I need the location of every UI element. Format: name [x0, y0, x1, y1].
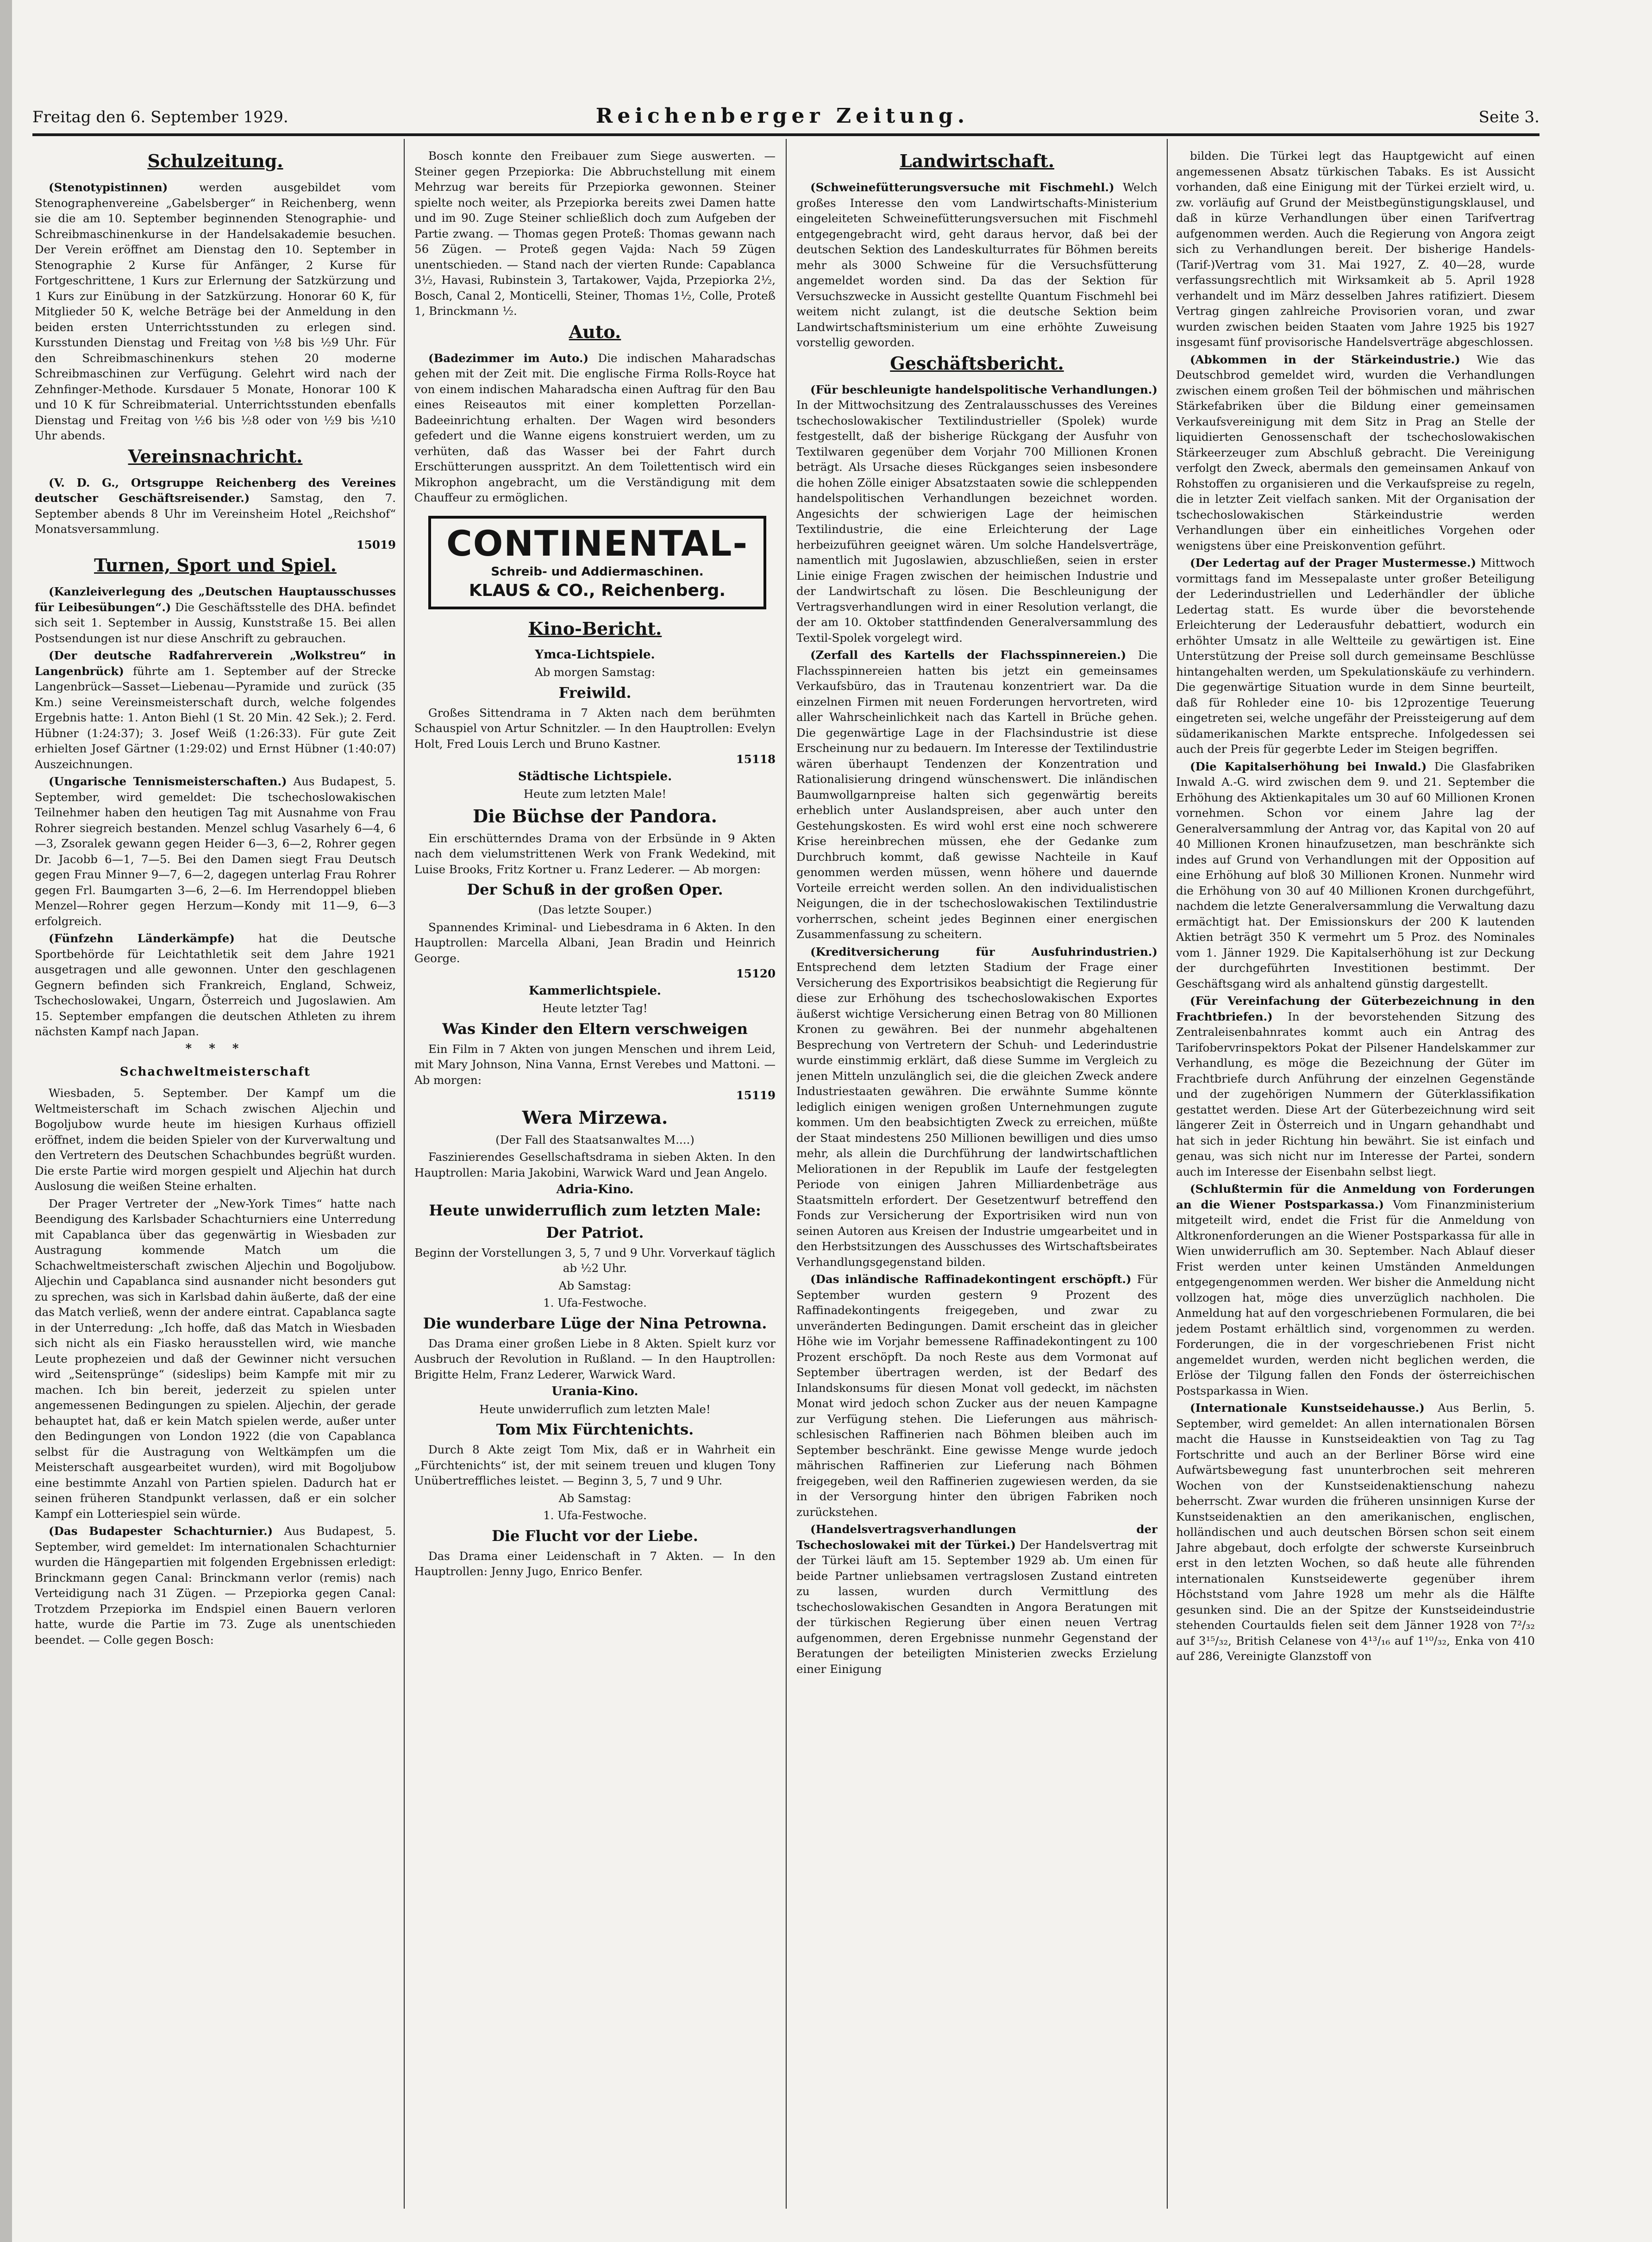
- article-lead: (Stenotypistinnen): [49, 181, 168, 194]
- article-body: werden ausgebildet vom Stenographenvereine „Gabelsberger“ in Reichenberg, wenn sie die am 10. September beginnenden Stenographie- und Schreibmaschinenkurse in der Handelsakademie besuchen. Der Verein eröffnet am Dienstag den 10. September in Stenographie 2 Kurse für Anfänger, 2 Kurse für Fortgeschrittene, 1 Kurs zur Erlernung der Satzkürzung und 1 Kurs zur Einübung in der Satzkürzung. Honorar 60 K, für Mitglieder 50 K, welche Beträge bei der Anmeldung in den beiden ersten Unterrichtsstunden zu erlegen sind. Kursstunden Dienstag und Freitag von ½8 bis ½9 Uhr. Für den Schreibmaschinenkurs stehen 20 moderne Schreibmaschinen zur Verfügung. Gelehrt wird nach der Zehnfinger-Methode. Kursdauer 5 Monate, Honorar 100 K und 10 K für Schreibmaterial. Unterrichtsstunden ebenfalls Dienstag und Freitag von ½6 bis ½8 oder von ½9 bis ½10 Uhr abends.: [35, 181, 396, 442]
- article-body: In der bevorstehenden Sitzung des Zentraleisenbahnrates kommt auch ein Antrag des Tarifobervrinspektors Pokat der Pilsener Handelskammer zur Verhandlung, es möge die Bezeichnung der Güter im Frachtbriefe durch Anführung der einzelnen Gegenstände und der zugehörigen Nummern der Güterklassifikation gestattet werden. Diese Art der Güterbezeichnung wird seit längerer Zeit in Österreich und in Ungarn gehandhabt und hat sich in jeder Richtung hin bewährt. Sie ist einfach und genau, was sich nicht nur im Interesse der Partei, sondern auch im Interesse der Eisenbahn selbst liegt.: [1176, 1009, 1535, 1178]
- section-heading-geschaeftsbericht: Geschäftsbericht.: [890, 352, 1064, 374]
- film-description: Faszinierendes Gesellschaftsdrama in sieben Akten. In den Hauptrollen: Maria Jakobini, Warwick Ward und Jean Angelo.: [414, 1150, 776, 1179]
- film-subtitle: (Der Fall des Staatsanwaltes M....): [495, 1133, 695, 1146]
- cinema-name: Städtische Lichtspiele.: [518, 769, 672, 783]
- article-badezimmer: [414, 351, 776, 506]
- article-ledertag: [1176, 555, 1535, 757]
- article-verein: [35, 475, 396, 553]
- article-lead: (Das Budapester Schachturnier.): [49, 1524, 273, 1538]
- film-title: Wera Mirzewa.: [522, 1107, 668, 1128]
- cinema-date: Heute unwiderruflich zum letzten Male!: [479, 1402, 711, 1416]
- article-handelspolitik: [796, 382, 1158, 646]
- article-lead: (Für Vereinfachung der Güterbezeichnung in den Frachtbriefen.): [1176, 994, 1535, 1023]
- film-title: Der Patriot.: [546, 1223, 644, 1241]
- article-stenotypistinnen: [35, 180, 396, 444]
- article-postsparkassa: [1176, 1181, 1535, 1398]
- column-rule-3: [1167, 139, 1168, 2209]
- festival-week: 1. Ufa-Festwoche.: [543, 1509, 647, 1522]
- article-schach-continued: Bosch konnte den Freibauer zum Siege auswerten. — Steiner gegen Przepiorka: Die Abbruchstellung mit einem Mehrzug war bereits für Przepiorka gewonnen. Steiner spielte noch weiter, als Przepiorka bereits zwei Damen hatte und im 90. Zuge Steiner schließlich doch zum Aufgeben der Partie zwang. — Thomas gegen Proteß: Thomas gewann nach 56 Zügen. — Proteß gegen Vajda: Nach 59 Zügen unentschieden. — Stand nach der vierten Runde: Capablanca 3½, Havasi, Rubinstein 3, Tartakower, Vajda, Przepiorka 2½, Bosch, Canal 2, Monticelli, Steiner, Thomas 1½, Colle, Proteß 1, Brinckmann ½.: [414, 149, 776, 318]
- film-description: Das Drama einer Leidenschaft in 7 Akten. — In den Hauptrollen: Jenny Jugo, Enrico Benfer.: [414, 1549, 776, 1578]
- film-title: Der Schuß in der großen Oper.: [467, 881, 723, 898]
- film-title: Freiwild.: [558, 683, 632, 701]
- article-kanzleiverlegung: [35, 584, 396, 646]
- article-lead: (Das inländische Raffinadekontingent erschöpft.): [810, 1272, 1132, 1286]
- ad-reference-number: 15118: [736, 752, 776, 766]
- film-title: Was Kinder den Eltern verschweigen: [442, 1020, 748, 1038]
- article-lead: (Ungarische Tennismeisterschaften.): [49, 775, 287, 788]
- section-heading-auto: Auto.: [569, 321, 621, 342]
- article-lead: (Abkommen in der Stärkeindustrie.): [1190, 352, 1460, 366]
- column-1: [35, 148, 396, 2204]
- article-lead: (Die Kapitalserhöhung bei Inwald.): [1190, 759, 1427, 773]
- film-description-text: Ein Film in 7 Akten von jungen Menschen und ihrem Leid, mit Mary Johnson, Nina Vanna, Ernst Verebes und Mattoni. — Ab morgen:: [414, 1042, 776, 1087]
- ad-brand: CONTINENTAL-: [446, 522, 748, 564]
- cinema-date: Ab Samstag:: [558, 1491, 632, 1505]
- article-laenderkaempfe: [35, 931, 396, 1040]
- page-edge-shadow: [0, 0, 12, 2242]
- cinema-name: Adria-Kino.: [556, 1183, 634, 1196]
- cinema-name: Ymca-Lichtspiele.: [535, 647, 655, 662]
- film-description: Das Drama einer großen Liebe in 8 Akten. Spielt kurz vor Ausbruch der Revolution in Rußland. — In den Hauptrollen: Brigitte Helm, Franz Lederer, Warwick Ward.: [414, 1336, 776, 1381]
- page-header: [32, 100, 1539, 132]
- article-body: Wie das Deutschbrod gemeldet wird, wurden die Verhandlungen zwischen einem großen Teil der böhmischen und mährischen Stärkefabriken über die Bildung einer gemeinsamen Verkaufsvereinigung mit dem Sitz in Prag an Stelle der liquidierten Genossenschaft der tschechoslowakischen Stärkeerzeuger zum Abschluß gebracht. Die Vereinigung verfolgt den Zweck, abermals den gemeinsamen Ankauf von Rohstoffen zu organisieren und die Verkaufspreise zu regeln, die in letzter Zeit vielfach sanken. Mit der Organisation der tschechoslowakischen Stärkeindustrie werden Verhandlungen über ein einheitliches Vorgehen oder wenigstens über eine Preiskonvention geführt.: [1176, 352, 1535, 552]
- film-title: Die wunderbare Lüge der Nina Petrowna.: [423, 1314, 767, 1332]
- article-body: Entsprechend dem letzten Stadium der Frage einer Versicherung des Exportrisikos beabsichtigt die Regierung für diese zur Erhöhung des tschechoslowakischen Exportes äußerst wichtige Versicherung einen Betrag von 80 Millionen Kronen zu gewähren. Bei der nunmehr abgehaltenen Besprechung von Vertretern der Schuh- und Lederindustrie wurde einstimmig erklärt, daß diese Summe im Vergleich zu jenen Mitteln unzulänglich sei, die die gleichen Zweck andere Industriestaaten gewähren. Die erwähnte Summe könnte lediglich einigen wenigen großen Unternehmungen zugute kommen. Um den beabsichtigten Zweck zu erreichen, müßte der Staat mindestens 250 Millionen bewilligen und dies umso mehr, als allein die Durchführung der landwirtschaftlichen Meliorationen in der Republik im Laufe der festgelegten Periode von einigen Jahren Milliardenbeträge aus Staatsmitteln erfordert. Der Gesetzentwurf betreffend den Fonds zur Versicherung der Exportrisiken wird nun von seinen Autoren aus Kreisen der Industrie umgearbeitet und in den Herbstsitzungen des Ausschusses des Wirtschaftsbeirates Verhandlungsgegenstand bilden.: [796, 960, 1158, 1269]
- article-body: Die Glasfabriken Inwald A.-G. wird zwischen dem 9. und 21. September die Erhöhung des Aktienkapitales um 30 auf 60 Millionen Kronen vornehmen. Schon vor einem Jahre lag der Generalversammlung der Antrag vor, das Kapital von 20 auf 40 Millionen Kronen hinaufzusetzen, man beschränkte sich indes auf Grund von Verhandlungen mit der Opposition auf eine Erhöhung auf bloß 30 Millionen Kronen. Nunmehr wird die Erhöhung von 30 auf 40 Millionen Kronen durchgeführt, nachdem die letzte Generalversammlung die Verwaltung dazu ermächtigt hat. Der Emissionskurs der 200 K lautenden Aktien beträgt 350 K vermehrt um 5 Proz. des Nominales vom 1. Jänner 1929. Die Kapitalserhöhung ist zur Deckung der durchgeführten Investitionen bestimmt. Der Geschäftsgang wird als anhaltend günstig dargestellt.: [1176, 759, 1535, 990]
- article-lead: (Zerfall des Kartells der Flachsspinnereien.): [810, 648, 1126, 662]
- ad-reference-number: 15019: [356, 538, 396, 551]
- article-kreditversicherung: [796, 944, 1158, 1270]
- film-description: [414, 920, 776, 982]
- article-body: Aus Budapest, 5. September, wird gemeldet: Die tschechoslowakischen Teilnehmer haben den heutigen Tag mit Ausnahme von Frau Rohrer siegreich bestanden. Menzel schlug Vasarhely 6—4, 6—3, Zsoralek gewann gegen Heider 6—3, 6—2, Rohrer gegen Dr. Jacobb 6—1, 7—5. Bei den Damen siegt Frau Deutsch gegen Frau Minner 9—7, 6—2, dagegen unterlag Frau Rohrer gegen Frl. Baumgarten 3—6, 2—6. Im Herrendoppel blieben Menzel—Rohrer gegen Herzum—Kondy mit 11—9, 6—3 erfolgreich.: [35, 775, 396, 928]
- ad-reference-number: 15120: [736, 967, 776, 980]
- film-description: Beginn der Vorstellungen 3, 5, 7 und 9 Uhr. Vorverkauf täglich ab ½2 Uhr.: [414, 1246, 776, 1275]
- cinema-date: Heute letzter Tag!: [542, 1002, 648, 1015]
- section-heading-verein: Vereinsnachricht.: [128, 445, 303, 467]
- section-heading-schule: Schulzeitung.: [147, 150, 283, 171]
- article-inwald: [1176, 759, 1535, 992]
- cinema-name: Urania-Kino.: [551, 1384, 638, 1398]
- festival-week: 1. Ufa-Festwoche.: [543, 1296, 647, 1309]
- article-tuerkei-continued: bilden. Die Türkei legt das Hauptgewicht auf einen angemessenen Absatz türkischen Tabaks. Es ist Aussicht vorhanden, daß eine Einigung mit der Türkei erzielt wird, u. zw. vorläufig auf Grund der Meistbegünstigungsklausel, und daß in kürze Verhandlungen über einen Tarifvertrag aufgenommen werden. Auch die Regierung von Angora zeigt sich zu Verhandlungen bereit. Der bisherige Handels-(Tarif-)Vertrag vom 31. Mai 1927, Z. 40—28, wurde verfassungsrechtlich mit Wirksamkeit ab 5. April 1928 verhandelt und im März desselben Jahres ratifiziert. Diesem Vertrag gingen zahlreiche Provisorien voran, und zwar wurden zwischen beiden Staaten vom Jahre 1925 bis 1927 insgesamt fünf provisorische Handelsverträge abgeschlossen.: [1176, 149, 1535, 349]
- header-date: Freitag den 6. September 1929.: [32, 108, 288, 126]
- article-lead: (Badezimmer im Auto.): [428, 351, 589, 365]
- article-body: führte am 1. September auf der Strecke Langenbrück—Sasset—Liebenau—Pyramide und zurück (35 Km.) seine Vereinsmeisterschaft durch, welche folgendes Ergebnis hatte: 1. Anton Biehl (1 St. 20 Min. 42 Sek.); 2. Ferd. Hübner (1:24:37); 3. Josef Weiß (1:26:33). Für gute Zeit erhielten Josef Gärtner (1:29:02) und Ernst Hübner (1:40:07) Auszeichnungen.: [35, 664, 396, 771]
- cinema-date: Ab Samstag:: [558, 1278, 632, 1292]
- section-separator: * * *: [185, 1041, 245, 1056]
- article-body: Die Geschäftsstelle des DHA. befindet sich seit 1. September in Aussig, Kunststraße 15. Bei allen Postsendungen ist nur diese Anschrift zu gebrauchen.: [35, 600, 396, 645]
- article-lead: (Für beschleunigte handelspolitische Verhandlungen.): [810, 382, 1158, 396]
- article-lead: (Kanzleiverlegung des „Deutschen Hauptausschusses für Leibesübungen“.): [35, 585, 396, 614]
- article-flachsspinnereien: [796, 647, 1158, 942]
- article-tuerkei: [796, 1522, 1158, 1677]
- article-schach-1: Wiesbaden, 5. September. Der Kampf um die Weltmeisterschaft im Schach zwischen Aljechin und Bogoljubow wurde heute im hiesigen Kurhaus offiziell eröffnet, indem die beiden Spieler von der Kurverwaltung und den Vertretern des Deutschen Schachbundes begrüßt wurden. Die erste Partie wird morgen gespielt und Aljechin hat durch Auslosung die weißen Steine erhalten.: [35, 1086, 396, 1193]
- film-description: [414, 1041, 776, 1103]
- ad-subtitle: Schreib- und Addiermaschinen.: [491, 564, 704, 579]
- film-description: Ein erschütterndes Drama von der Erbsünde in 9 Akten nach dem vielumstrittenen Werk von Frank Wedekind, mit Luise Brooks, Fritz Kortner u. Franz Lederer. — Ab morgen:: [414, 831, 776, 876]
- article-staerkeindustrie: [1176, 352, 1535, 554]
- article-lead: (Handelsvertragsverhandlungen der Tschechoslowakei mit der Türkei.): [796, 1522, 1158, 1552]
- article-body: Aus Budapest, 5. September, wird gemeldet: Im internationalen Schachturnier wurden die Hängepartien mit folgenden Ergebnissen erledigt: Brinckmann gegen Canal: Brinckmann verlor (remis) nach Verteidigung nach 31 Zügen. — Przepiorka gegen Canal: Trotzdem Przepiorka im Endspiel einen Bauern verloren hatte, wurde die Partie im 73. Zuge als unentschieden beendet. — Colle gegen Bosch:: [35, 1524, 396, 1647]
- film-title: Die Büchse der Pandora.: [473, 805, 717, 827]
- article-body: hat die Deutsche Sportbehörde für Leichtathletik seit dem Jahre 1921 ausgetragen und alle gewonnen. Unter den geschlagenen Gegnern befinden sich Frankreich, England, Schweiz, Tschechoslowakei, Ungarn, Österreich und Jugoslawien. Am 15. September empfangen die deutschen Athleten zu ihrem nächsten Kampf nach Japan.: [35, 932, 396, 1038]
- article-body: Vom Finanzministerium mitgeteilt wird, endet die Frist für die Anmeldung von Altkronenforderungen an die Wiener Postsparkassa für alle in Wien unwiderruflich am 30. September. Nach Ablauf dieser Frist werden unter keinen Umständen Anmeldungen entgegengenommen werden. Wer bisher die Anmeldung nicht vollzogen hat, möge dies unverzüglich nachholen. Die Anmeldung hat auf den vorgeschriebenen Formularen, die bei jedem Postamt erhältlich sind, vorgenommen zu werden. Forderungen, die in der vorgeschriebenen Frist nicht angemeldet wurden, werden nicht beglichen werden, die Erlöse der Tilgung fallen den Fonds der österreichischen Postsparkassa in Wien.: [1176, 1197, 1535, 1397]
- header-page-number: Seite 3.: [1478, 108, 1539, 126]
- article-lead: (V. D. G., Ortsgruppe Reichenberg des Vereines deutscher Geschäftsreisender.): [35, 476, 396, 505]
- advertisement-continental: [428, 516, 766, 609]
- section-heading-kino: Kino-Bericht.: [528, 618, 662, 639]
- column-2: [414, 148, 776, 2204]
- article-lead: (Der deutsche Radfahrerverein „Wolkstreu“ in Langenbrück): [35, 649, 396, 678]
- section-heading-turnen: Turnen, Sport und Spiel.: [94, 555, 337, 576]
- cinema-date: Ab morgen Samstag:: [534, 665, 656, 679]
- column-rule-2: [786, 139, 787, 2209]
- ad-reference-number: 15119: [736, 1089, 776, 1102]
- article-body: Die indischen Maharadschas gehen mit der Zeit mit. Die englische Firma Rolls-Royce hat von einem indischen Maharadscha einen Auftrag für den Bau eines Reiseautos mit einer kompletten Porzellan-Badeeinrichtung erhalten. Der Wagen wird besonders gefedert und die Wanne eigens konstruiert werden, um zu verhüten, daß das Wasser bei der Fahrt durch Erschütterungen ausspritzt. An dem Toilettentisch wird ein Mikrophon angebracht, um die Verständigung mit dem Chauffeur zu ermöglichen.: [414, 351, 776, 504]
- article-body: Der Handelsvertrag mit der Türkei läuft am 15. September 1929 ab. Um einen für beide Partner unliebsamen vertragslosen Zustand eintreten zu lassen, wurden durch Vermittlung des tschechoslowakischen Gesandten in Angora Beratungen mit der türkischen Regierung über einen neuen Vertrag aufgenommen, deren Ergebnisse nunmehr Gegenstand der Beratungen der beteiligten Ministerien zwecks Erzielung einer Einigung: [796, 1538, 1158, 1676]
- cinema-date: Heute zum letzten Male!: [523, 787, 667, 801]
- article-schach-2: Der Prager Vertreter der „New-York Times“ hatte nach Beendigung des Karlsbader Schachturniers eine Unterredung mit Capablanca über das gegenwärtig in Wiesbaden zur Austragung kommende Match um die Schachweltmeisterschaft zwischen Aljechin und Bogoljubow. Aljechin und Capablanca sind ausnander nicht besonders gut zu sprechen, was sich in Karlsbad dahin äußerte, daß der eine das Match verließ, wenn der andere eintrat. Capablanca sagte in der Unterredung: „Ich hoffe, daß das Match in Wiesbaden sich nicht als ein Fiasko herausstellen wird, wie manche Leute prophezeien und daß der Gewinner nicht versuchen wird „Seitensprünge“ (sideslips) beim Kampfe mit mir zu machen. Ich bin bereit, jederzeit zu spielen unter angemessenen Bedingungen zu spielen. Aljechin, der gerade behauptet hat, daß er kein Match spielen werde, außer unter den Bedingungen von London 1922 (die von Capablanca selbst für die Austragung von Weltkämpfen um die Meisterschaft ausgearbeitet wurden), wird mit Bogoljubow eine bestimmte Anzahl von Partien spielen. Dadurch hat er seinen früheren Standpunkt verlassen, daß er ein solcher Kampf ein Lotteriespiel sein würde.: [35, 1196, 396, 1521]
- article-body: Für September wurden gestern 9 Prozent des Raffinadekontingents freigegeben, und zwar zu unveränderten Bedingungen. Damit erscheint das in gleicher Höhe wie im Vorjahr bemessene Raffinadekontingent zu 100 Prozent erschöpft. Da noch Reste aus dem Vormonat auf September übertragen werden, ist der Bedarf des Inlandskonsums für diesen Monat voll gedeckt, im nächsten Monat wird jedoch schon Zucker aus der neuen Kampagne zur Verfügung stehen. Die Lieferungen aus mährisch-schlesischen Raffinerien nach Böhmen bleiben auch im September beschränkt. Eine gewisse Menge wurde jedoch mährischen Raffinerien zur Lieferung nach Böhmen freigegeben, weil den Raffinerien zugewiesen werden, da sie in der Versorgung hinter den übrigen Fabriken noch zurückstehen.: [796, 1272, 1158, 1519]
- article-lead: (Internationale Kunstseidehausse.): [1190, 1401, 1425, 1415]
- article-radfahrerverein: [35, 648, 396, 772]
- film-description: [414, 705, 776, 767]
- cinema-date: Heute unwiderruflich zum letzten Male:: [429, 1201, 761, 1219]
- article-lead: (Schlußtermin für die Anmeldung von Forderungen an die Wiener Postsparkassa.): [1176, 1182, 1535, 1211]
- article-lead: (Schweinefütterungsversuche mit Fischmehl.): [810, 181, 1114, 194]
- article-kunstseide: [1176, 1400, 1535, 1664]
- subheading-schach: Schachweltmeisterschaft: [119, 1065, 311, 1079]
- film-title: Die Flucht vor der Liebe.: [492, 1527, 698, 1545]
- article-body: Samstag, den 7. September abends 8 Uhr im Vereinsheim Hotel „Reichshof“ Monatsversammlung.: [35, 491, 396, 536]
- header-rule: [32, 133, 1539, 136]
- article-body: Welch großes Interesse den vom Landwirtschafts-Ministerium eingeleiteten Schweinefütterungsversuchen mit Fischmehl entgegengebracht wird, geht daraus hervor, daß bei der deutschen Sektion des Landeskulturrates für Böhmen bereits mehr als 3000 Schweine für die Versuchsfütterung angemeldet worden sind. Da das der Sektion für Versuchszwecke in Aussicht gestellte Quantum Fischmehl bei weitem nicht zulangt, ist die deutsche Sektion beim Landwirtschaftsministerium um eine erhöhte Zuweisung vorstellig geworden.: [796, 181, 1158, 349]
- article-lead: (Kreditversicherung für Ausfuhrindustrien.): [810, 945, 1158, 958]
- article-body: In der Mittwochsitzung des Zentralausschusses des Vereines tschechoslowakischer Textilindustrieller (Spolek) wurde festgestellt, daß der bisherige Rückgang der Ausfuhr von Textilwaren gegenüber dem Vorjahr 700 Millionen Kronen beträgt. Als Ursache dieses Rückganges seien insbesondere die hohen Zölle einiger Absatzstaaten sowie die schleppenden handelspolitischen Verhandlungen bezeichnet worden. Angesichts der schwierigen Lage der heimischen Textilindustrie, die eine Erleichterung der Lage herbeizuführen geeignet wären. Um solche Handelsverträge, namentlich mit Jugoslawien, abzuschließen, seien in erster Linie einige Fragen zwischen der heimischen Industrie und der Landwirtschaft zu lösen. Die Beschleunigung der Vertragsverhandlungen wird in einer Resolution verlangt, die der am 10. Oktober stattfindenden Generalversammlung des Textil-Spolek vorgelegt wird.: [796, 398, 1158, 645]
- column-rule-1: [404, 139, 405, 2209]
- section-heading-landwirtschaft: Landwirtschaft.: [899, 150, 1055, 171]
- article-body: Die Flachsspinnereien hatten bis jetzt ein gemeinsames Verkaufsbüro, das in Trautenau konzentriert war. Da die einzelnen Firmen mit neuen Forderungen hervortreten, wird aller Wahrscheinlichkeit nach das Kartell in Brüche gehen. Die gegenwärtige Lage in der Flachsindustrie ist diese Erscheinung nur zu bedauern. Im Interesse der Textilindustrie wären überhaupt Tendenzen der Konzentration und Rationalisierung dringend wünschenswert. Die inländischen Baumwollgarnpreise halten sich gegenwärtig bereits erheblich unter Auslandspreisen, aber auch unter den Gestehungskosten. Es wird wohl erst eine noch schwerere Krise hereinbrechen müssen, ehe der Gedanke zum Durchbruch kommt, daß gewisse Nachteile in Kauf genommen werden müssen, wenn höhere und dauernde Vorteile erreicht werden sollen. An den individualistischen Neigungen, die in der tschechoslowakischen Textilindustrie vorherrschen, scheint jedes Beginnen einer energischen Zusammenfassung zu scheitern.: [796, 648, 1158, 941]
- article-lead: (Fünfzehn Länderkämpfe): [49, 932, 235, 945]
- film-title: Tom Mix Fürchtenichts.: [496, 1421, 694, 1438]
- column-3: [796, 148, 1158, 2204]
- article-frachtbriefe: [1176, 993, 1535, 1179]
- article-fischmehl: [796, 180, 1158, 351]
- article-raffinade: [796, 1271, 1158, 1520]
- ad-company: KLAUS & CO., Reichenberg.: [469, 581, 726, 600]
- article-tennis: [35, 774, 396, 929]
- article-body: Aus Berlin, 5. September, wird gemeldet: An allen internationalen Börsen macht die Hausse in Kunstseideaktien von Tag zu Tag Fortschritte und auch an der Berliner Börse wird eine Aufwärtsbewegung fast ununterbrochen seit mehreren Wochen von der Kunstseidenaktienschung nahezu beherrscht. Zwar wurden die früheren unsinnigen Kurse der Kunstseidenaktien an den amerikanischen, englischen, holländischen und auch deutschen Börsen schon seit einem Jahre abgebaut, doch erfolgte der schwerste Kurseinbruch erst in den letzten Wochen, so daß heute alle führenden internationalen Kunstseidewerte gegenüber ihrem Höchststand vom Jahre 1928 um mehr als die Hälfte gesunken sind. Die an der Spitze der Kunstseideindustrie stehenden Courtaulds fielen seit dem Jänner 1928 von 7²/₃₂ auf 3¹⁵/₃₂, British Celanese von 4¹³/₁₆ auf 1¹⁰/₃₂, Enka von 410 auf 286, Vereinigte Glanzstoff von: [1176, 1401, 1535, 1663]
- film-description-text: Spannendes Kriminal- und Liebesdrama in 6 Akten. In den Hauptrollen: Marcella Albani, Jean Bradin und Heinrich George.: [414, 920, 776, 965]
- article-body: Mittwoch vormittags fand im Messepalaste unter großer Beteiligung der Lederindustriellen und Lederhändler der übliche Ledertag statt. Es wurde über die bevorstehende Erleichterung der Lederausfuhr debattiert, wodurch ein erhöhter Umsatz in alle Weltteile zu gewärtigen ist. Eine Unterstützung der Preise soll durch gemeinsame Beschlüsse hintangehalten werden, um Spekulationskäufe zu verhindern. Die gegenwärtige Situation wurde in dem Sinne beurteilt, daß für Rohleder eine 10- bis 12prozentige Teuerung eingetreten sei, welche ungefähr der Preissteigerung auf dem südamerikanischen Markte entspreche. Infolgedessen sei auch der Preis für gegerbte Leder im Steigen begriffen.: [1176, 556, 1535, 756]
- film-subtitle: (Das letzte Souper.): [538, 903, 652, 916]
- newspaper-masthead: Reichenberger Zeitung.: [595, 104, 970, 128]
- column-4: [1176, 148, 1535, 2204]
- article-lead: (Der Ledertag auf der Prager Mustermesse.): [1190, 556, 1477, 570]
- cinema-name: Kammerlichtspiele.: [529, 983, 661, 998]
- film-description: Durch 8 Akte zeigt Tom Mix, daß er in Wahrheit ein „Fürchtenichts“ ist, der mit seinem treuen und klugen Tony Unübertreffliches leistet. — Beginn 3, 5, 7 und 9 Uhr.: [414, 1443, 776, 1487]
- film-description-text: Großes Sittendrama in 7 Akten nach dem berühmten Schauspiel von Artur Schnitzler. — In den Hauptrollen: Evelyn Holt, Fred Louis Lerch und Bruno Kastner.: [414, 706, 776, 751]
- article-schachturnier: [35, 1523, 396, 1647]
